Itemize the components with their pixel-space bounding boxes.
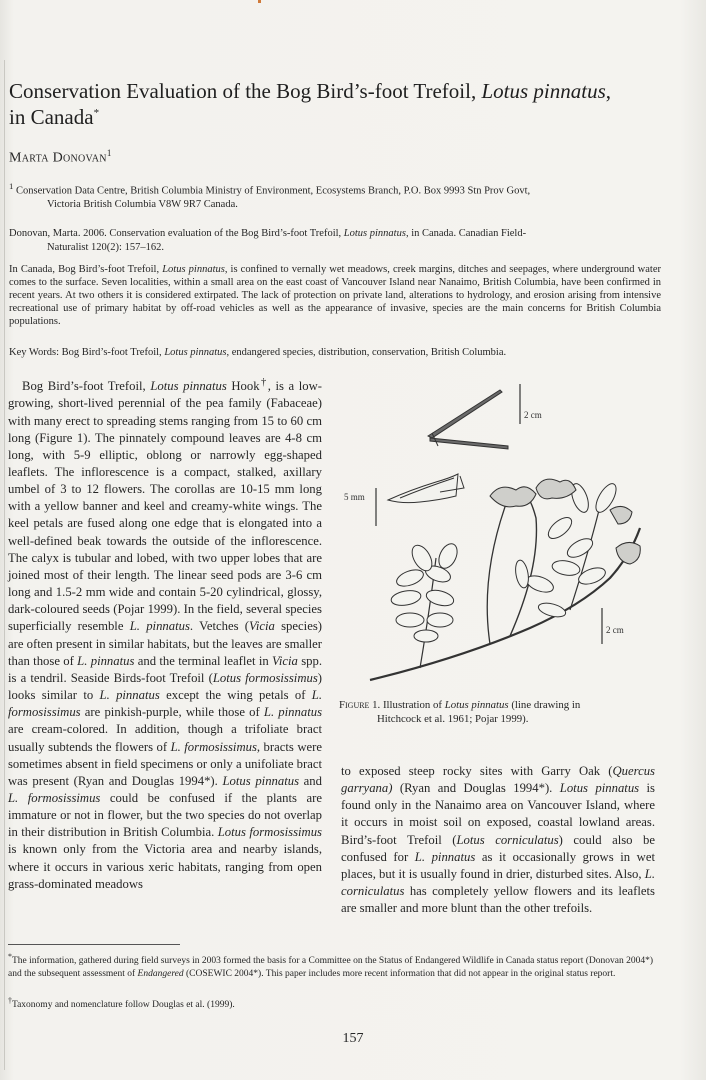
keywords bbox=[9, 346, 674, 360]
t: (Ryan and Douglas 1994*). bbox=[392, 781, 560, 796]
caption-species: Lotus pinnatus bbox=[444, 699, 509, 711]
t: L. pinnatus bbox=[77, 653, 135, 668]
t: could be confused if the plants are immature or not in flower, but the two species do not overlap in their distribution in British Columbia. bbox=[8, 790, 322, 840]
t: Hook bbox=[226, 379, 260, 394]
keywords-b: , endangered species, distribution, conservation, British Columbia. bbox=[226, 347, 507, 358]
t: is found only in the Nanaimo area on Vancouver Island, where it occurs in moist soil on exposed, coastal lowland areas. Bird’s-foot Trefoil ( bbox=[341, 781, 655, 847]
page-edge-line bbox=[4, 60, 5, 1070]
t: and the terminal leaflet in bbox=[134, 653, 273, 668]
t: L. pinnatus bbox=[129, 619, 190, 634]
abstract bbox=[9, 263, 661, 328]
t: ) could also be confused for bbox=[341, 832, 655, 864]
t: Lotus pinnatus bbox=[559, 781, 640, 796]
abstract-species: Lotus pinnatus bbox=[162, 264, 225, 275]
t: Quercus garryana) bbox=[341, 764, 655, 796]
t: species) are often present in similar habitats, but the leaves are smaller than those of bbox=[8, 619, 322, 668]
caption-label: Figure 1. bbox=[339, 699, 381, 711]
t: except the wing petals of bbox=[159, 688, 312, 703]
t: , is a low-growing, short-lived perennial of the pea family (Fabaceae) with many erect to spreading stems ranging from 15 to 60 cm long (Figure 1). The pinnately compound leaves are 4-8 cm long, with 5-9 elliptic, oblong or narrowly egg-shaped leaflets. The inflorescence is a compact, stalked, axillary umbel of 3 to 12 flowers. The corollas are 10-15 mm long with a yellow banner and keel and creamy-white wings. The keel petals are fused along one edge that is elongated into a well-defined beak towards the outside of the inflorescence. The calyx is tubular and lobed, with two upper lobes that are joined most of their length. The linear seed pods are 3-6 cm long and 1.5-2 mm wide and contain 5-20 cylindrical, glossy, dark-coloured seeds (Pojar 1999). In the field, several species superficially resemble bbox=[8, 379, 322, 634]
footnote-1 bbox=[8, 951, 658, 980]
footnote-2 bbox=[8, 995, 658, 1012]
t: are pinkish-purple, while those of bbox=[80, 705, 264, 720]
citation-line2: Naturalist 120(2): 157–162. bbox=[47, 242, 164, 253]
author-name bbox=[9, 148, 112, 167]
t: Lotus corniculatus bbox=[456, 832, 559, 847]
t: has completely yellow flowers and its leaflets are smaller and more blunt than the other trefoils. bbox=[341, 884, 655, 916]
t: Vicia bbox=[249, 619, 275, 634]
author-marker: 1 bbox=[106, 148, 112, 158]
t: Bog Bird’s-foot Trefoil, bbox=[22, 379, 151, 394]
seed-pod-1 bbox=[428, 390, 502, 438]
body-paragraph-continued bbox=[341, 763, 655, 917]
title-text: Conservation Evaluation of the Bog Bird’s-foot Trefoil, bbox=[9, 79, 482, 103]
citation-species: Lotus pinnatus bbox=[343, 228, 406, 239]
t: L. pinnatus bbox=[414, 849, 476, 864]
page-number: 157 bbox=[342, 1031, 364, 1046]
scale-label-bottom: 2 cm bbox=[606, 625, 624, 635]
citation-text1: Donovan, Marta. 2006. Conservation evaluation of the Bog Bird’s-foot Trefoil, bbox=[9, 228, 344, 239]
t: Vicia bbox=[272, 653, 298, 668]
footnote-1-b: Endangered bbox=[137, 968, 184, 979]
caption-a: Illustration of bbox=[380, 699, 445, 711]
affiliation-marker: 1 bbox=[9, 181, 14, 191]
t: are cream-colored. In addition, though a trifoliate bract usually subtends the flowers of bbox=[8, 722, 322, 754]
affiliation-line1: Conservation Data Centre, British Columbia Ministry of Environment, Ecosystems Branch, P.O. Box 9993 Stn Prov Govt, bbox=[16, 185, 531, 197]
t: spp. is a tendril. Seaside Birds-foot Trefoil ( bbox=[8, 653, 322, 685]
scan-mark bbox=[258, 0, 261, 3]
affiliation bbox=[9, 180, 674, 211]
t: Lotus pinnatus bbox=[222, 773, 300, 788]
t: is known only from the Victoria area and nearby islands, where it occurs in various xeric habitats, ranging from open grass-dominated meadows bbox=[8, 842, 322, 891]
figure-illustration bbox=[340, 378, 660, 688]
t: Lotus formosissimus bbox=[217, 825, 322, 840]
author-text: Marta Donovan bbox=[9, 150, 107, 166]
t: ) looks similar to bbox=[8, 670, 322, 703]
abstract-part-a: In Canada, Bog Bird’s-foot Trefoil, bbox=[9, 264, 163, 275]
t: to exposed steep rocky sites with Garry Oak ( bbox=[341, 764, 613, 778]
title-species: Lotus pinnatus bbox=[481, 79, 606, 103]
seed-pod-2 bbox=[430, 438, 508, 449]
t: Lotus pinnatus bbox=[150, 379, 227, 394]
t: L. pinnatus bbox=[263, 705, 323, 720]
t: L. formosissimus bbox=[8, 790, 101, 805]
flower-head-3 bbox=[616, 542, 640, 564]
flower-detail bbox=[388, 474, 458, 503]
keywords-species: Lotus pinnatus bbox=[164, 347, 227, 358]
t: and bbox=[299, 773, 322, 788]
flower-head-2 bbox=[536, 479, 576, 499]
plant-drawing bbox=[340, 378, 660, 688]
article-title bbox=[9, 80, 689, 128]
title-tail: , bbox=[605, 79, 611, 103]
t: L. formosissimus bbox=[8, 688, 322, 720]
footnote-2-marker: † bbox=[8, 996, 12, 1005]
flower-head-1 bbox=[490, 487, 536, 507]
t: Lotus formosissimus bbox=[212, 670, 318, 685]
t: , bracts were sometimes absent in field specimens or only a unifoliate bract was present (Ryan and Douglas 1994*). bbox=[8, 739, 322, 788]
title-line2: in Canada bbox=[9, 105, 94, 129]
caption-b: (line drawing in bbox=[508, 699, 581, 711]
figure-caption bbox=[339, 698, 655, 726]
scale-label-top: 2 cm bbox=[524, 410, 542, 420]
scale-label-mid: 5 mm bbox=[344, 492, 365, 502]
body-column-left bbox=[8, 374, 322, 893]
t: L. formosissimus bbox=[170, 739, 257, 754]
abstract-part-b: , is confined to vernally wet meadows, creek margins, ditches and seepages, where underground water comes to the surface. Seven localities, within a small area on the east coast of Vancouver Island near Nanaimo, British Columbia, have been confirmed in recent years. At two others it is considered extirpated. The lack of protection on private land, alterations to hydrology, and erosion arising from intensive recreational use of primary habitat by off-road vehicles as well as the appearance of invasive, species are the main concerns for British Columbia populations. bbox=[9, 264, 661, 328]
footnote-1-marker: * bbox=[8, 952, 12, 961]
footnote-1-c: (COSEWIC 2004*). This paper includes more recent information that did not appear in the original status report. bbox=[183, 968, 616, 979]
body-column-right bbox=[341, 763, 655, 917]
footnote-2-text: Taxonomy and nomenclature follow Douglas et al. (1999). bbox=[11, 1000, 235, 1011]
keywords-a: Key Words: Bog Bird’s-foot Trefoil, bbox=[9, 347, 165, 358]
affiliation-line2: Victoria British Columbia V8W 9R7 Canada. bbox=[47, 198, 238, 210]
t: L. corniculatus bbox=[341, 866, 655, 899]
citation-text2: , in Canada. Canadian Field- bbox=[405, 228, 527, 239]
footnote-1-a: The information, gathered during field surveys in 2003 formed the basis for a Committee on the Status of Endangered Wildlife in Canada status report (Donovan 2004*) and the subsequent assessment of bbox=[8, 956, 654, 979]
t: as it occasionally grows in wet places, but it is usually found in drier, disturbed sites. Also, bbox=[341, 849, 655, 881]
citation bbox=[9, 227, 674, 255]
title-footnote-marker: * bbox=[93, 107, 100, 119]
dagger-marker: † bbox=[259, 377, 268, 388]
footnote-rule bbox=[8, 944, 180, 945]
t: . Vetches ( bbox=[189, 619, 250, 634]
t: L. pinnatus bbox=[99, 688, 160, 703]
body-paragraph bbox=[8, 374, 322, 893]
caption-line2: Hitchcock et al. 1961; Pojar 1999). bbox=[377, 713, 529, 725]
